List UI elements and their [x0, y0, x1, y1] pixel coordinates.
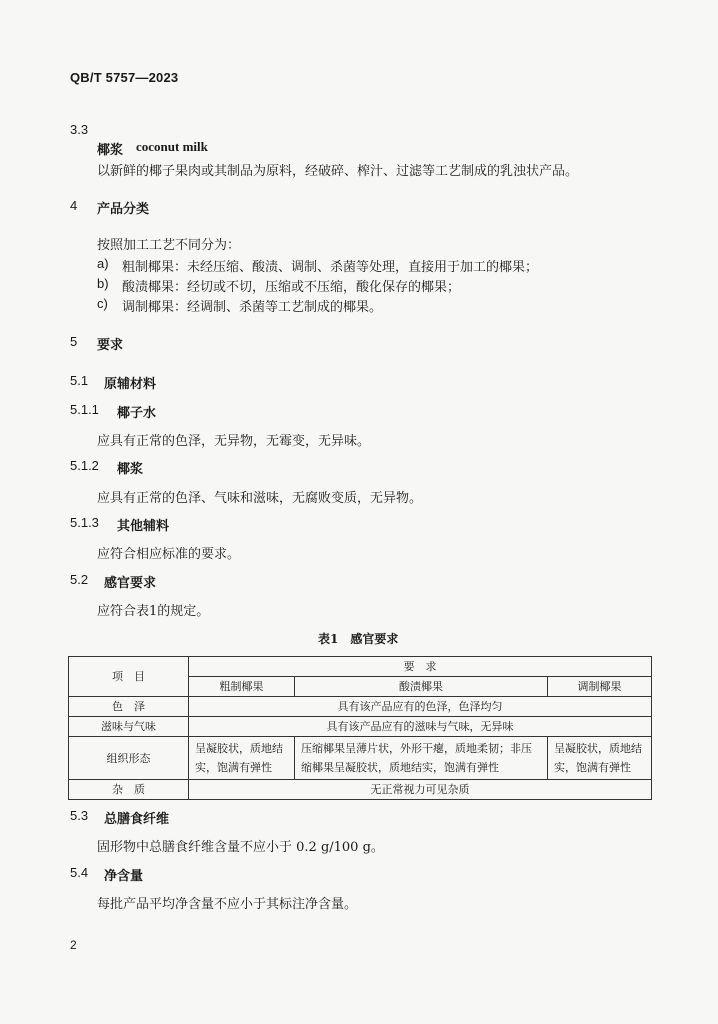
section-5-4-title: 净含量: [104, 869, 144, 884]
section-5-1-1-text: 应具有正常的色泽，无异物，无霉变，无异味。: [97, 434, 371, 449]
term-english: coconut milk: [136, 139, 208, 154]
section-4-number: 4: [70, 198, 78, 213]
section-5-4-text: 每批产品平均净含量不应小于其标注净含量。: [97, 897, 358, 912]
section-5-1-3-number: 5.1.3: [70, 515, 99, 530]
row-texture-sour: 压缩椰果呈薄片状，外形干瘪，质地柔韧；非压缩椰果呈凝胶状，质地结实，饱满有弹性: [295, 737, 548, 780]
standard-code-header: QB/T 5757—2023: [70, 70, 179, 85]
section-5-3-number: 5.3: [70, 808, 89, 823]
section-5-3-text: 固形物中总膳食纤维含量不应小于 0.2 g/100 g。: [97, 840, 384, 855]
section-5-2-number: 5.2: [70, 572, 89, 587]
table-caption: 表1 感官要求: [318, 632, 399, 646]
section-5-2-title: 感官要求: [104, 576, 157, 591]
list-label-c: c): [97, 296, 108, 311]
table-row: [69, 697, 652, 717]
subheader-crude: 粗制椰果: [189, 677, 295, 697]
subheader-sour: 酸渍椰果: [295, 677, 548, 697]
section-5-1-1-number: 5.1.1: [70, 402, 99, 417]
section-5-1-3-text: 应符合相应标准的要求。: [97, 547, 241, 562]
sensory-requirements-table: [68, 656, 652, 800]
classification-intro: 按照加工工艺不同分为：: [97, 238, 241, 253]
section-5-2-text: 应符合表1的规定。: [97, 604, 210, 619]
section-5-4-number: 5.4: [70, 865, 89, 880]
table-header-row: [69, 657, 652, 677]
row-texture-prepared: 呈凝胶状，质地结实，饱满有弹性: [548, 737, 652, 780]
table-row: [69, 780, 652, 800]
section-5-1-title: 原辅材料: [104, 377, 157, 392]
table-row: [69, 717, 652, 737]
section-5-1-2-text: 应具有正常的色泽、气味和滋味，无腐败变质，无异物。: [97, 491, 423, 506]
row-texture-crude: 呈凝胶状，质地结实，饱满有弹性: [189, 737, 295, 780]
row-item-impurity: 杂 质: [69, 780, 189, 800]
section-5-number: 5: [70, 334, 78, 349]
list-label-b: b): [97, 276, 109, 291]
section-5-1-2-number: 5.1.2: [70, 458, 99, 473]
row-color-requirement: 具有该产品应有的色泽，色泽均匀: [189, 697, 652, 717]
table-row: [69, 737, 652, 780]
row-item-taste: 滋味与气味: [69, 717, 189, 737]
list-item-a: 粗制椰果：未经压缩、酸渍、调制、杀菌等处理，直接用于加工的椰果；: [122, 260, 539, 275]
row-taste-requirement: 具有该产品应有的滋味与气味，无异味: [189, 717, 652, 737]
section-5-1-1-title: 椰子水: [117, 406, 157, 421]
header-requirements: 要 求: [189, 657, 652, 677]
page-number: 2: [70, 938, 77, 952]
section-4-title: 产品分类: [97, 202, 150, 217]
term-definition: 以新鲜的椰子果肉或其制品为原料，经破碎、榨汁、过滤等工艺制成的乳浊状产品。: [97, 164, 579, 179]
section-5-title: 要求: [97, 338, 124, 353]
list-label-a: a): [97, 256, 109, 271]
section-5-1-2-title: 椰浆: [117, 462, 144, 477]
subheader-prepared: 调制椰果: [548, 677, 652, 697]
term-chinese: 椰浆: [97, 143, 124, 158]
row-item-texture: 组织形态: [69, 737, 189, 780]
section-5-1-3-title: 其他辅料: [117, 519, 170, 534]
row-item-color: 色 泽: [69, 697, 189, 717]
section-5-1-number: 5.1: [70, 373, 89, 388]
list-item-c: 调制椰果：经调制、杀菌等工艺制成的椰果。: [122, 300, 383, 315]
header-item: 项 目: [69, 657, 189, 697]
section-3-3-number: 3.3: [70, 122, 89, 137]
section-5-3-title: 总膳食纤维: [104, 812, 170, 827]
row-impurity-requirement: 无正常视力可见杂质: [189, 780, 652, 800]
list-item-b: 酸渍椰果：经切或不切，压缩或不压缩，酸化保存的椰果；: [122, 280, 461, 295]
